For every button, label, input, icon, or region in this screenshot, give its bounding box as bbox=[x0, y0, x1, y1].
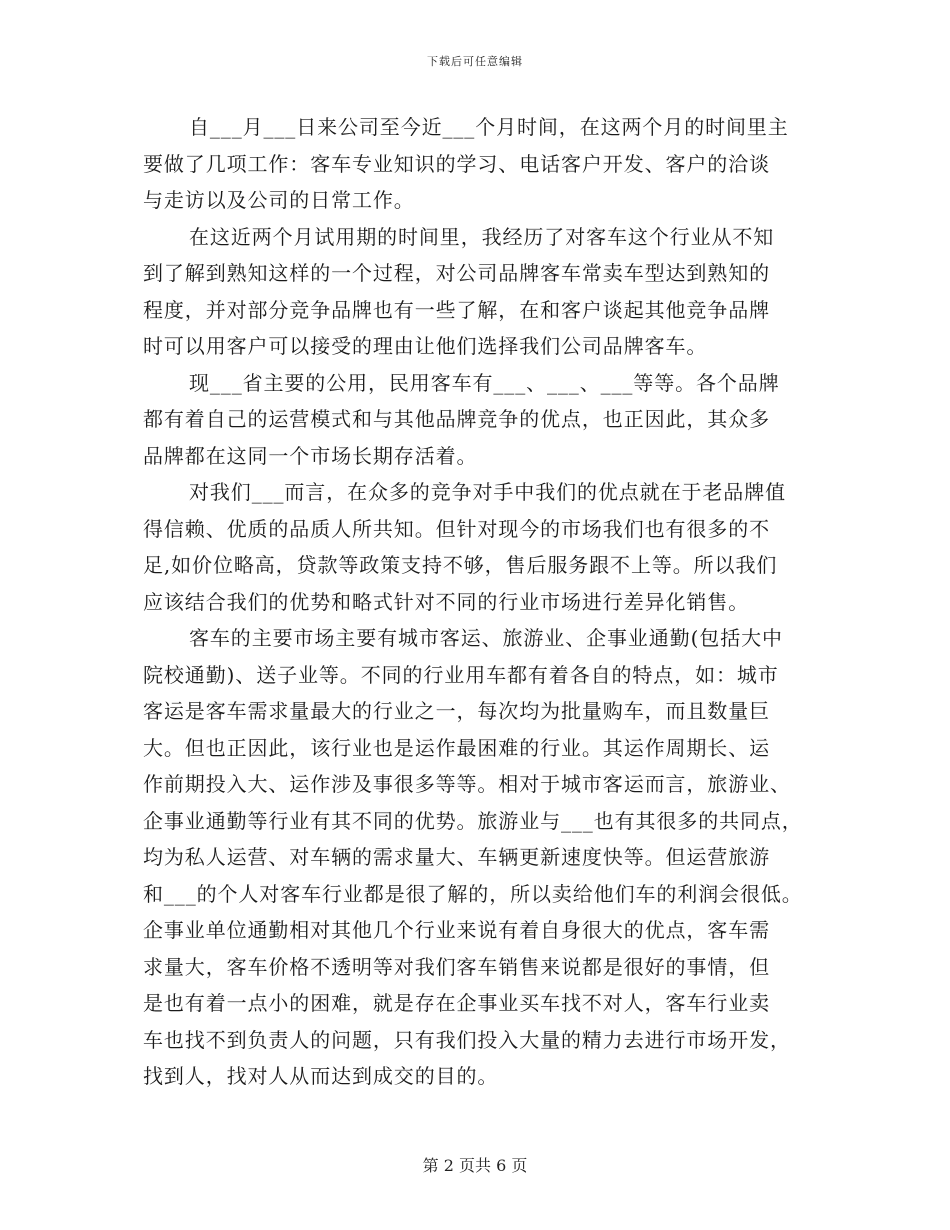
paragraph-4 bbox=[143, 474, 825, 620]
text-line: 院校通勤)、送子业等。不同的行业用车都有着各自的特点，如：城市 bbox=[143, 662, 779, 687]
text-line: 在这近两个月试用期的时间里，我经历了对客车这个行业从不知 bbox=[189, 224, 775, 249]
text-line: 得信赖、优质的品质人所共知。但针对现今的市场我们也有很多的不 bbox=[143, 516, 770, 541]
text-line: 都有着自己的运营模式和与其他品牌竞争的优点，也正因此，其众多 bbox=[143, 407, 770, 431]
text-line: 企事业单位通勤相对其他几个行业来说有着自身很大的优点，客车需 bbox=[143, 918, 770, 942]
text-line: 车也找不到负责人的问题，只有我们投入大量的精力去进行市场开发， bbox=[143, 1027, 791, 1052]
text-line: 求量大，客车价格不透明等对我们客车销售来说都是很好的事情，但 bbox=[143, 954, 770, 979]
text-line: 客车的主要市场主要有城市客运、旅游业、企事业通勤(包括大中 bbox=[189, 626, 783, 650]
text-line: 与走访以及公司的日常工作。 bbox=[143, 188, 415, 212]
text-line: 均为私人运营、对车辆的需求量大、车辆更新速度快等。但运营旅游 bbox=[143, 845, 770, 869]
page-header: 下载后可任意编辑 bbox=[427, 55, 523, 68]
text-line: 对我们___而言，在众多的竞争对手中我们的优点就在于老品牌值 bbox=[189, 480, 786, 504]
text-line: 客运是客车需求量最大的行业之一，每次均为批量购车，而且数量巨 bbox=[143, 699, 770, 723]
text-line: 企事业通勤等行业有其不同的优势。旅游业与___也有其很多的共同点， bbox=[143, 808, 803, 833]
text-line: 到了解到熟知这样的一个过程，对公司品牌客车常卖车型达到熟知的 bbox=[143, 261, 770, 285]
text-line: 大。但也正因此，该行业也是运作最困难的行业。其运作周期长、运 bbox=[143, 735, 770, 760]
text-line: 是也有着一点小的困难，就是存在企事业买车找不对人，客车行业卖 bbox=[143, 991, 770, 1015]
paragraph-1 bbox=[143, 109, 825, 219]
text-line: 找到人，找对人从而达到成交的目的。 bbox=[143, 1064, 499, 1088]
text-line: 自___月___日来公司至今近___个月时间，在这两个月的时间里主 bbox=[189, 115, 789, 139]
text-line: 时可以用客户可以接受的理由让他们选择我们公司品牌客车。 bbox=[143, 334, 708, 358]
paragraph-5 bbox=[143, 620, 825, 1095]
paragraph-3 bbox=[143, 365, 825, 475]
page-footer: 第 2 页共 6 页 bbox=[422, 1156, 528, 1175]
text-line: 作前期投入大、运作涉及事很多等等。相对于城市客运而言，旅游业、 bbox=[143, 772, 791, 796]
document-body bbox=[143, 109, 825, 1095]
text-line: 和___的个人对客车行业都是很了解的，所以卖给他们车的利润会很低。 bbox=[143, 881, 803, 906]
paragraph-2 bbox=[143, 219, 825, 365]
text-line: 要做了几项工作：客车专业知识的学习、电话客户开发、客户的洽谈 bbox=[143, 151, 770, 176]
text-line: 现___省主要的公用，民用客车有___、___、___等等。各个品牌 bbox=[189, 370, 780, 395]
text-line: 足,如价位略高，贷款等政策支持不够，售后服务跟不上等。所以我们 bbox=[143, 553, 778, 577]
text-line: 品牌都在这同一个市场长期存活着。 bbox=[143, 443, 478, 468]
text-line: 应该结合我们的优势和略式针对不同的行业市场进行差异化销售。 bbox=[143, 589, 750, 614]
text-line: 程度，并对部分竞争品牌也有一些了解，在和客户谈起其他竞争品牌 bbox=[143, 297, 770, 322]
